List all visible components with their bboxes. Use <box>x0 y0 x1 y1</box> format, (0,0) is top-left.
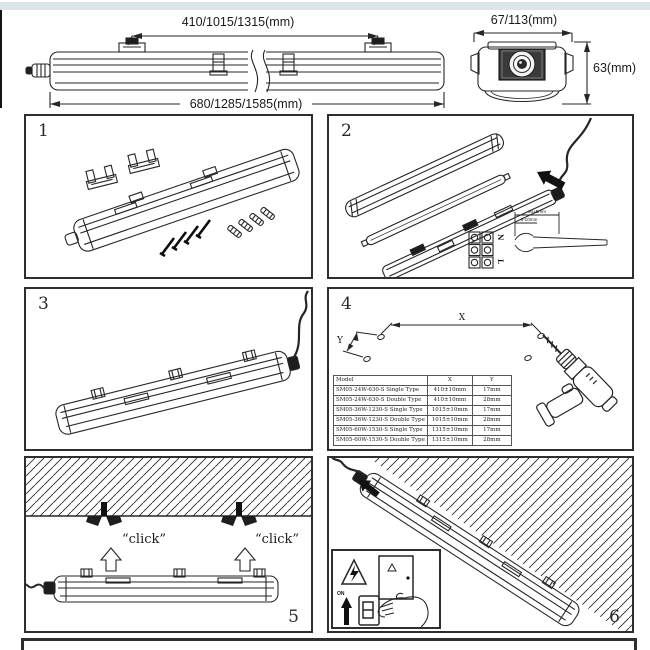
power-cable <box>26 584 44 588</box>
drill-icon <box>499 327 621 449</box>
cell-model: SM05-36W-1230-S Double Type <box>334 416 428 426</box>
fixture-body <box>52 340 302 436</box>
dim-height-label: 63(mm) <box>593 61 637 75</box>
left-edge-line <box>0 10 2 108</box>
cell-model: SM05-24W-630-S Single Type <box>334 386 428 396</box>
dim-x-label: X <box>458 313 466 323</box>
insert-arrow-icon <box>533 165 567 193</box>
drill-hole <box>363 356 371 363</box>
model-spec-table <box>333 375 512 446</box>
cell-x: 1315±10mm <box>427 426 472 436</box>
power-cable <box>331 458 365 476</box>
fuse-box-icon <box>379 556 413 599</box>
table-row <box>334 426 512 436</box>
power-off-icons <box>333 551 439 627</box>
cell-y: 17mm <box>472 426 511 436</box>
click-label: “click” <box>255 532 300 547</box>
switch-off-icon <box>341 596 379 625</box>
col-header-model: Model <box>334 376 428 386</box>
wall-anchors <box>227 207 275 239</box>
unpacking-drawing <box>26 116 311 277</box>
dim-width-label: 67/113(mm) <box>490 13 558 27</box>
cell-y: 28mm <box>472 416 511 426</box>
table-row <box>334 416 512 426</box>
led-tube <box>360 172 511 249</box>
cell-y: 28mm <box>472 436 511 446</box>
dim-top-label: 410/1015/1315(mm) <box>181 15 295 29</box>
power-off-inset <box>331 549 441 629</box>
mount-bracket <box>365 38 391 52</box>
table-row <box>334 406 512 416</box>
up-arrow-icon <box>235 548 255 571</box>
panel-number: 1 <box>38 121 49 141</box>
cell-x: 410±10mm <box>427 386 472 396</box>
cell-model: SM05-24W-630-S Double Type <box>334 396 428 406</box>
cell-model: SM05-60W-1530-S Double Type <box>334 436 428 446</box>
wiring-drawing <box>329 116 632 277</box>
cell-model: SM05-36W-1230-S Single Type <box>334 406 428 416</box>
diffuser-cover <box>343 131 506 219</box>
ceiling-hatch <box>26 458 311 516</box>
dim-y-label: Y <box>337 336 343 346</box>
panel-number: 5 <box>288 607 299 627</box>
cell-x: 1015±10mm <box>427 416 472 426</box>
table-row <box>334 436 512 446</box>
terminal-n-label: N <box>496 234 505 241</box>
panel-2-contents <box>327 114 634 279</box>
panel-4-contents <box>327 287 634 451</box>
col-header-x: X <box>427 376 472 386</box>
fixture-end-view-drawing <box>458 12 646 112</box>
mount-bracket <box>119 38 145 52</box>
table-row <box>334 396 512 406</box>
panel-number: 2 <box>341 121 352 141</box>
top-accent-bar <box>0 2 650 10</box>
cell-model: SM05-60W-1530-S Single Type <box>334 426 428 436</box>
panel-1-contents <box>24 114 313 279</box>
power-cable <box>294 291 308 357</box>
terminal-l-label: L <box>496 259 505 264</box>
cell-y: 17mm <box>472 386 511 396</box>
cell-y: 28mm <box>472 396 511 406</box>
fixture-side-view-drawing <box>20 12 460 112</box>
drill-hole <box>524 355 532 362</box>
switch-on-label: ON <box>337 591 345 597</box>
col-header-y: Y <box>472 376 511 386</box>
electric-warning-icon <box>342 560 366 584</box>
assembled-fixture-drawing <box>26 289 311 449</box>
screws <box>160 220 210 256</box>
dim-bottom-label: 680/1285/1585(mm) <box>189 97 303 111</box>
panel-5-contents <box>24 456 313 633</box>
click-label: “click” <box>122 532 167 547</box>
panel-3-contents <box>24 287 313 451</box>
cell-y: 17mm <box>472 406 511 416</box>
mounting-clip <box>84 165 117 190</box>
fixture-body <box>44 569 278 602</box>
cell-x: 410±10mm <box>427 396 472 406</box>
cell-x: 1015±10mm <box>427 406 472 416</box>
next-panel-stub <box>21 638 637 650</box>
strip-bare-label: 8-10mm <box>520 217 538 222</box>
panel-number: 6 <box>609 607 620 627</box>
cell-x: 1315±10mm <box>427 436 472 446</box>
mounting-clip <box>126 149 159 174</box>
drill-hole <box>377 334 385 341</box>
wire-strip-detail <box>515 209 607 252</box>
strip-length-label: 30±5mm <box>528 209 546 214</box>
power-cable <box>559 118 591 182</box>
up-arrow-icon <box>101 548 121 571</box>
table-row <box>334 386 512 396</box>
panel-6-contents <box>327 456 634 633</box>
panel-number: 4 <box>341 294 352 314</box>
panel-number: 3 <box>38 294 49 314</box>
